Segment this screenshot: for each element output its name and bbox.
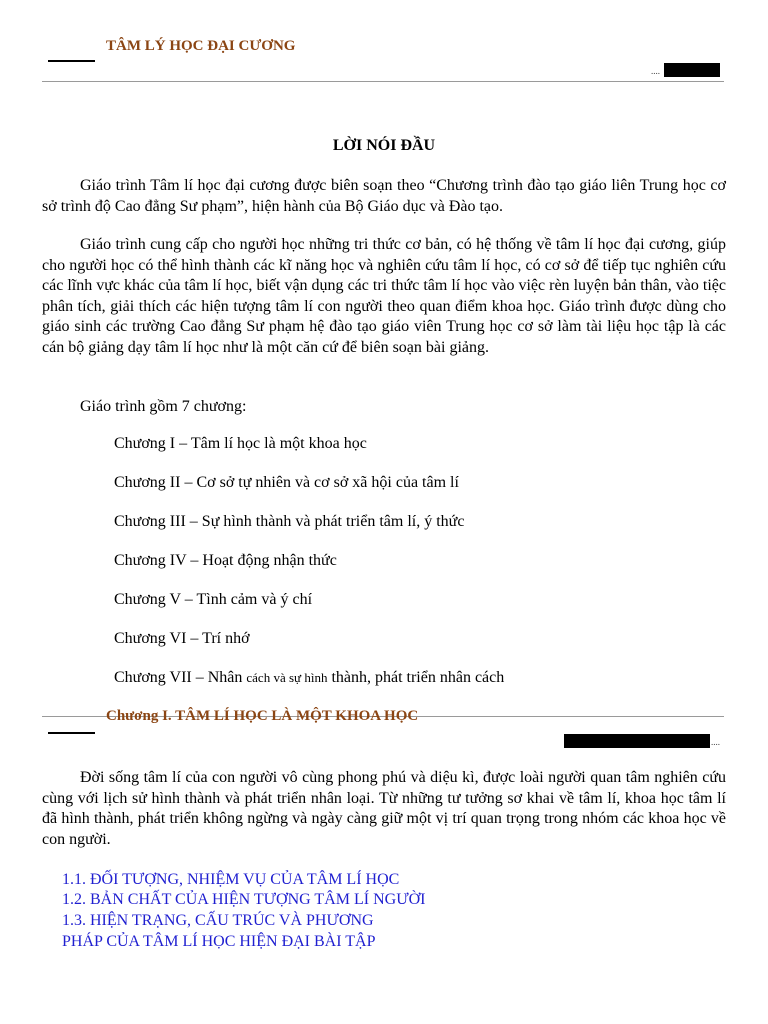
preface-paragraph: Giáo trình cung cấp cho người học những tri thức cơ bản, có hệ thống về tâm lí học đại cương, giúp cho người học có thể hình thành các kĩ năng học và nghiên cứu tâm lí học, có cơ sở để tiếp tục nghiên cứu các lĩnh vực khác của tâm lí học, biết vận dụng các tri thức tâm lí học vào việc rèn luyện bản thân, vào tiệc phân tích, giải thích các hiện tượng tâm lí con người theo quan điểm khoa học. Giáo trình được dùng cho giáo sinh các trường Cao đẳng Sư phạm hệ đào tạo giáo viên Trung học cơ sở làm tài liệu học tập là các cán bộ giảng dạy tâm lí học như là một căn cứ để biên soạn bài giảng. (42, 236, 726, 356)
chapter-list-item: Chương II – Cơ sở tự nhiên và cơ sở xã hội của tâm lí (114, 474, 459, 491)
toc-link-1-3-cont[interactable]: PHÁP CỦA TÂM LÍ HỌC HIỆN ĐẠI BÀI TẬP (62, 933, 376, 950)
toc-link-1-3[interactable]: 1.3. HIỆN TRẠNG, CẤU TRÚC VÀ PHƯƠNG (62, 912, 374, 929)
chapter1-short-rule (48, 732, 95, 734)
chapter-list-item (114, 669, 504, 687)
chapter1-dots: .... (711, 737, 720, 747)
chapter7-text: Chương VII – Nhân (114, 669, 247, 686)
chapter1-title: Chương I. TÂM LÍ HỌC LÀ MỘT KHOA HỌC (106, 708, 419, 724)
header-dots: .... (651, 66, 660, 76)
preface-paragraph: Giáo trình gồm 7 chương: (80, 398, 247, 415)
header-short-rule (48, 60, 95, 62)
toc-link-1-2[interactable]: 1.2. BẢN CHẤT CỦA HIỆN TƯỢNG TÂM LÍ NGƯỜI (62, 891, 426, 908)
header-title: TÂM LÝ HỌC ĐẠI CƯƠNG (106, 38, 296, 54)
chapter-list-item: Chương V – Tình cảm và ý chí (114, 591, 313, 608)
chapter1-intro: Đời sống tâm lí của con người vô cùng phong phú và diệu kì, được loài người quan tâm nghiên cứu cùng với lịch sử hình thành và phát triển nhân loại. Từ những tư tưởng sơ khai về tâm lí, khoa học tâm lí đã hình thành, phát triển không ngừng và ngày càng giữ một vị trí quan trọng trong nhóm các khoa học về con người. (42, 769, 726, 848)
chapter1-redaction-bar (564, 734, 710, 748)
header-redaction-bar (664, 63, 720, 77)
toc-link-1-1[interactable]: 1.1. ĐỐI TƯỢNG, NHIỆM VỤ CỦA TÂM LÍ HỌC (62, 871, 400, 888)
chapter7-small-text: cách và sự hình (246, 670, 328, 685)
chapter-list-item: Chương VI – Trí nhớ (114, 630, 250, 647)
preface-paragraph: Giáo trình Tâm lí học đại cương được biên soạn theo “Chương trình đào tạo giáo liên Trung học cơ sở trình độ Cao đẳng Sư phạm”, hiện hành của Bộ Giáo dục và Đào tạo. (42, 177, 726, 215)
preface-title: LỜI NÓI ĐẦU (332, 137, 436, 154)
header-rule (42, 81, 724, 82)
chapter-list-item: Chương I – Tâm lí học là một khoa học (114, 435, 367, 452)
chapter-list-item: Chương IV – Hoạt động nhận thức (114, 552, 337, 569)
chapter-list-item: Chương III – Sự hình thành và phát triển tâm lí, ý thức (114, 513, 465, 530)
chapter7-text-end: thành, phát triển nhân cách (327, 669, 505, 686)
